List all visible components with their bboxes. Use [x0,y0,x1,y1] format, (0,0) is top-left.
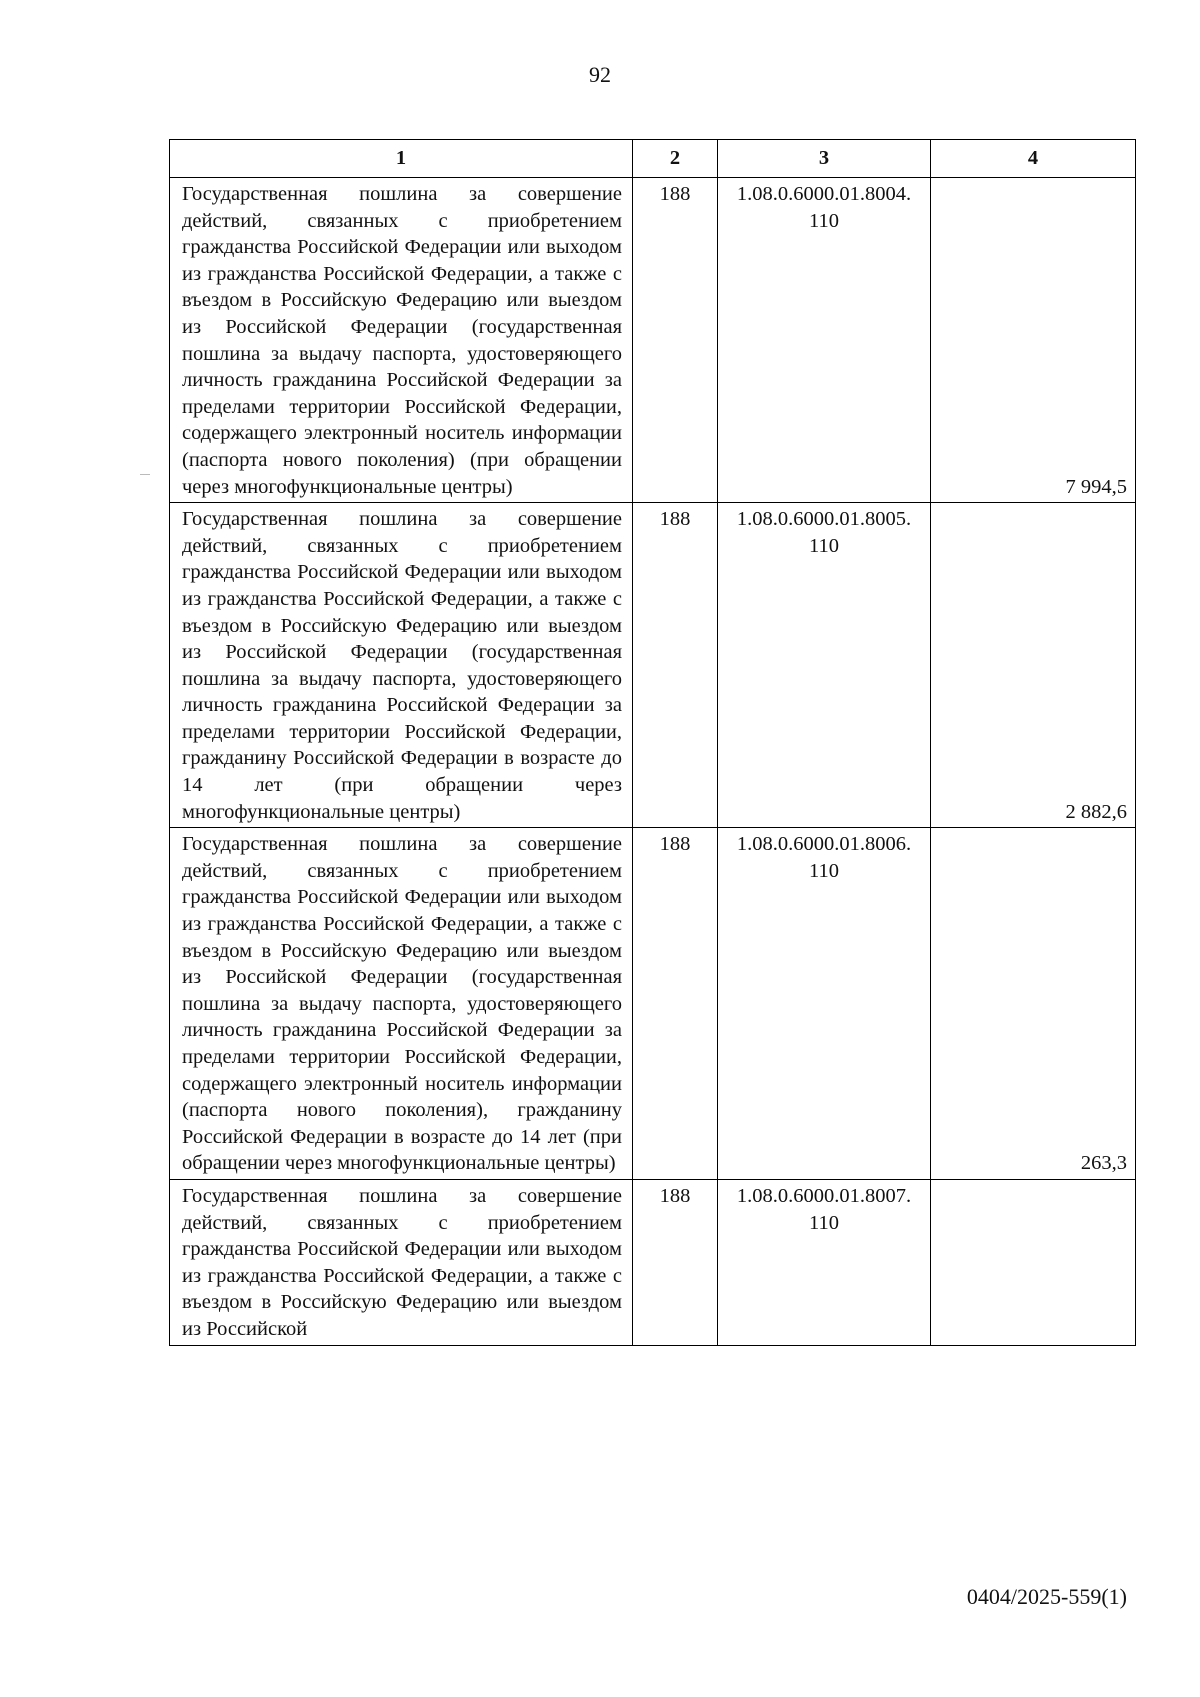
row-kbk-code [718,1179,931,1345]
kbk-code-line-1: 1.08.0.6000.01.8007. [736,1184,912,1207]
page-number: 92 [589,62,611,87]
row-amount [931,1179,1136,1345]
document-footer-id: 0404/2025-559(1) [966,1584,1127,1609]
header-col-4: 4 [931,140,1136,178]
row-amount: 2 882,6 [931,503,1136,828]
table-header-row [170,140,1136,178]
kbk-code-line-2: 110 [809,1211,839,1234]
row-admin-code: 188 [633,828,718,1180]
kbk-code-line-2: 110 [809,859,839,882]
budget-table-container [169,139,1135,1346]
row-kbk-code [718,828,931,1180]
kbk-code-line-1: 1.08.0.6000.01.8006. [736,833,912,856]
row-admin-code: 188 [633,503,718,828]
row-description: Государственная пошлина за совершение действий, связанных с приобретением гражданства Российской Федерации или выходом из гражданства Российской Федерации, а также с въездом в Российскую Федерацию или выездом из Российской Федерации (государственная пошлина за выдачу паспорта, удостоверяющего личность гражданина Российской Федерации за пределами территории Российской Федерации, гражданину Российской Федерации в возрасте до 14 лет (при обращении через многофункциональные центры) [170,503,633,828]
header-col-1: 1 [170,140,633,178]
header-col-3: 3 [718,140,931,178]
budget-table [169,139,1136,1346]
row-amount: 263,3 [931,828,1136,1180]
row-admin-code: 188 [633,178,718,503]
table-row [170,178,1136,503]
header-col-2: 2 [633,140,718,178]
table-row [170,503,1136,828]
kbk-code-line-1: 1.08.0.6000.01.8005. [736,508,912,531]
kbk-code-line-2: 110 [809,209,839,232]
kbk-code-line-2: 110 [809,534,839,557]
scan-artifact [140,474,150,475]
row-kbk-code [718,178,931,503]
kbk-code-line-1: 1.08.0.6000.01.8004. [736,183,912,205]
table-row [170,1179,1136,1345]
table-row [170,828,1136,1180]
row-kbk-code [718,503,931,828]
row-amount: 7 994,5 [931,178,1136,503]
row-description: Государственная пошлина за совершение действий, связанных с приобретением гражданства Российской Федерации или выходом из гражданства Российской Федерации, а также с въездом в Российскую Федерацию или выездом из Российской [170,1179,633,1345]
row-description: Государственная пошлина за совершение действий, связанных с приобретением гражданства Российской Федерации или выходом из гражданства Российской Федерации, а также с въездом в Российскую Федерацию или выездом из Российской Федерации (государственная пошлина за выдачу паспорта, удостоверяющего личность гражданина Российской Федерации за пределами территории Российской Федерации, содержащего электронный носитель информации (паспорта нового поколения), гражданину Российской Федерации в возрасте до 14 лет (при обращении через многофункциональные центры) [170,828,633,1180]
row-admin-code: 188 [633,1179,718,1345]
row-description: Государственная пошлина за совершение действий, связанных с приобретением гражданства Российской Федерации или выходом из гражданства Российской Федерации, а также с въездом в Российскую Федерацию или выездом из Российской Федерации (государственная пошлина за выдачу паспорта, удостоверяющего личность гражданина Российской Федерации за пределами территории Российской Федерации, содержащего электронный носитель информации (паспорта нового поколения) (при обращении через многофункциональные центры) [170,178,633,503]
